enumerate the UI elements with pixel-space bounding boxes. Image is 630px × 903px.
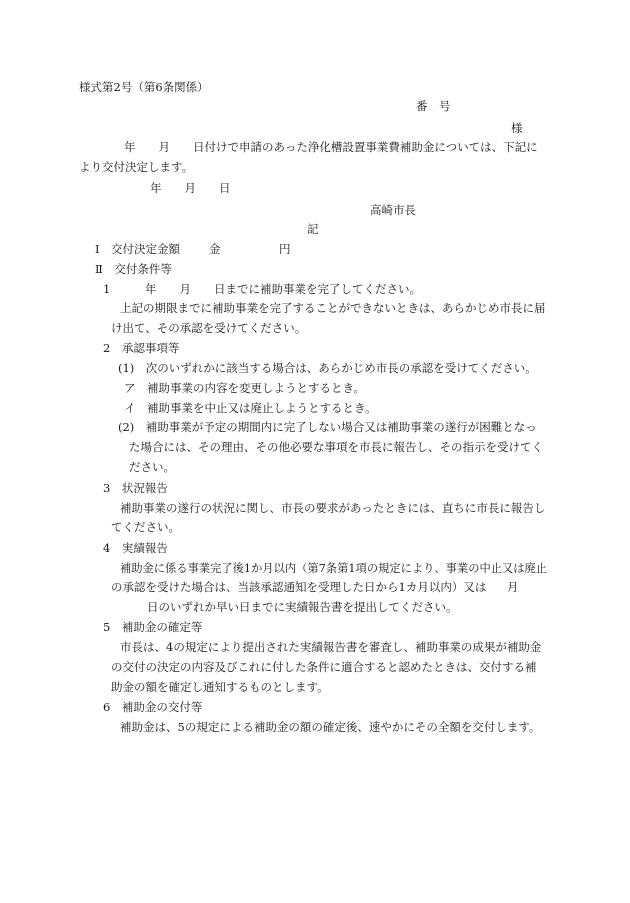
item4-title: 4 実績報告 <box>103 541 168 555</box>
number-label: 番 号 <box>416 99 451 113</box>
item4-line-2: の承認を受けた場合は、当該承認通知を受理した日から1カ月以内）又は <box>111 580 487 594</box>
item1-deadline: 年 月 日までに補助事業を完了してください。 <box>145 282 421 296</box>
issuer: 高崎市長 <box>370 203 416 217</box>
section1-label: Ⅰ 交付決定金額 <box>95 242 181 256</box>
item2-sub2-line-1: (2) 補助事業が予定の期間内に完了しない場合又は補助事業の遂行が困難となっ <box>118 420 537 434</box>
item2-sub1-a: ア 補助事業の内容を変更しようとするとき。 <box>124 381 366 395</box>
item4-line-1: 補助金に係る事業完了後1か月以内（第7条第1項の規定により、事業の中止又は廃止 <box>120 562 548 575</box>
item3-line-1: 補助事業の遂行の状況に関し、市長の要求があったときには、直ちに市長に報告し <box>120 501 546 515</box>
item6-line-1: 補助金は、5の規定による補助金の額の確定後、速やかにその全額を交付します。 <box>120 720 541 734</box>
item3-title: 3 状況報告 <box>103 481 168 495</box>
item1-note-line-1: 上記の期限までに補助事業を完了することができないときは、あらかじめ市長に届 <box>120 301 546 315</box>
item1-number: 1 <box>103 282 111 296</box>
section2-label: Ⅱ 交付条件等 <box>95 262 172 276</box>
item2-sub1: (1) 次のいずれかに該当する場合は、あらかじめ市長の承認を受けてください。 <box>118 361 537 375</box>
item2-sub2-line-3: ださい。 <box>129 460 175 474</box>
item2-sub1-b: イ 補助事業を中止又は廃止しようとするとき。 <box>124 401 377 415</box>
item6-title: 6 補助金の交付等 <box>103 700 203 714</box>
item5-line-3: 助金の額を確定し通知するものとします。 <box>111 680 329 694</box>
form-title: 様式第2号（第6条関係） <box>79 80 209 94</box>
item2-sub2-line-2: た場合には、その理由、その他必要な事項を市長に報告し、その指示を受けてく <box>129 440 543 454</box>
amount-unit: 円 <box>279 242 291 256</box>
intro-line-1: 年 月 日付けで申請のあった浄化槽設置事業費補助金については、下記に <box>124 140 538 154</box>
addressee-suffix: 様 <box>511 121 523 135</box>
intro-line-2: より交付決定します。 <box>79 160 194 174</box>
item5-line-1: 市長は、4の規定により提出された実績報告書を審査し、補助事業の成果が補助金 <box>120 640 542 654</box>
item3-line-2: てください。 <box>111 520 180 534</box>
item2-title: 2 承認事項等 <box>103 341 180 355</box>
item5-line-2: の交付の決定の内容及びこれに付した条件に適合すると認めたときは、交付する補 <box>111 660 537 674</box>
amount-prefix: 金 <box>209 242 221 256</box>
item4-month: 月 <box>507 580 519 594</box>
date-line: 年 月 日 <box>150 181 231 195</box>
ki-heading: 記 <box>307 222 319 236</box>
item4-line-3: 日のいずれか早い日までに実績報告書を提出してください。 <box>147 600 458 614</box>
item1-note-line-2: け出て、その承認を受けてください。 <box>111 321 307 335</box>
item5-title: 5 補助金の確定等 <box>103 620 203 634</box>
